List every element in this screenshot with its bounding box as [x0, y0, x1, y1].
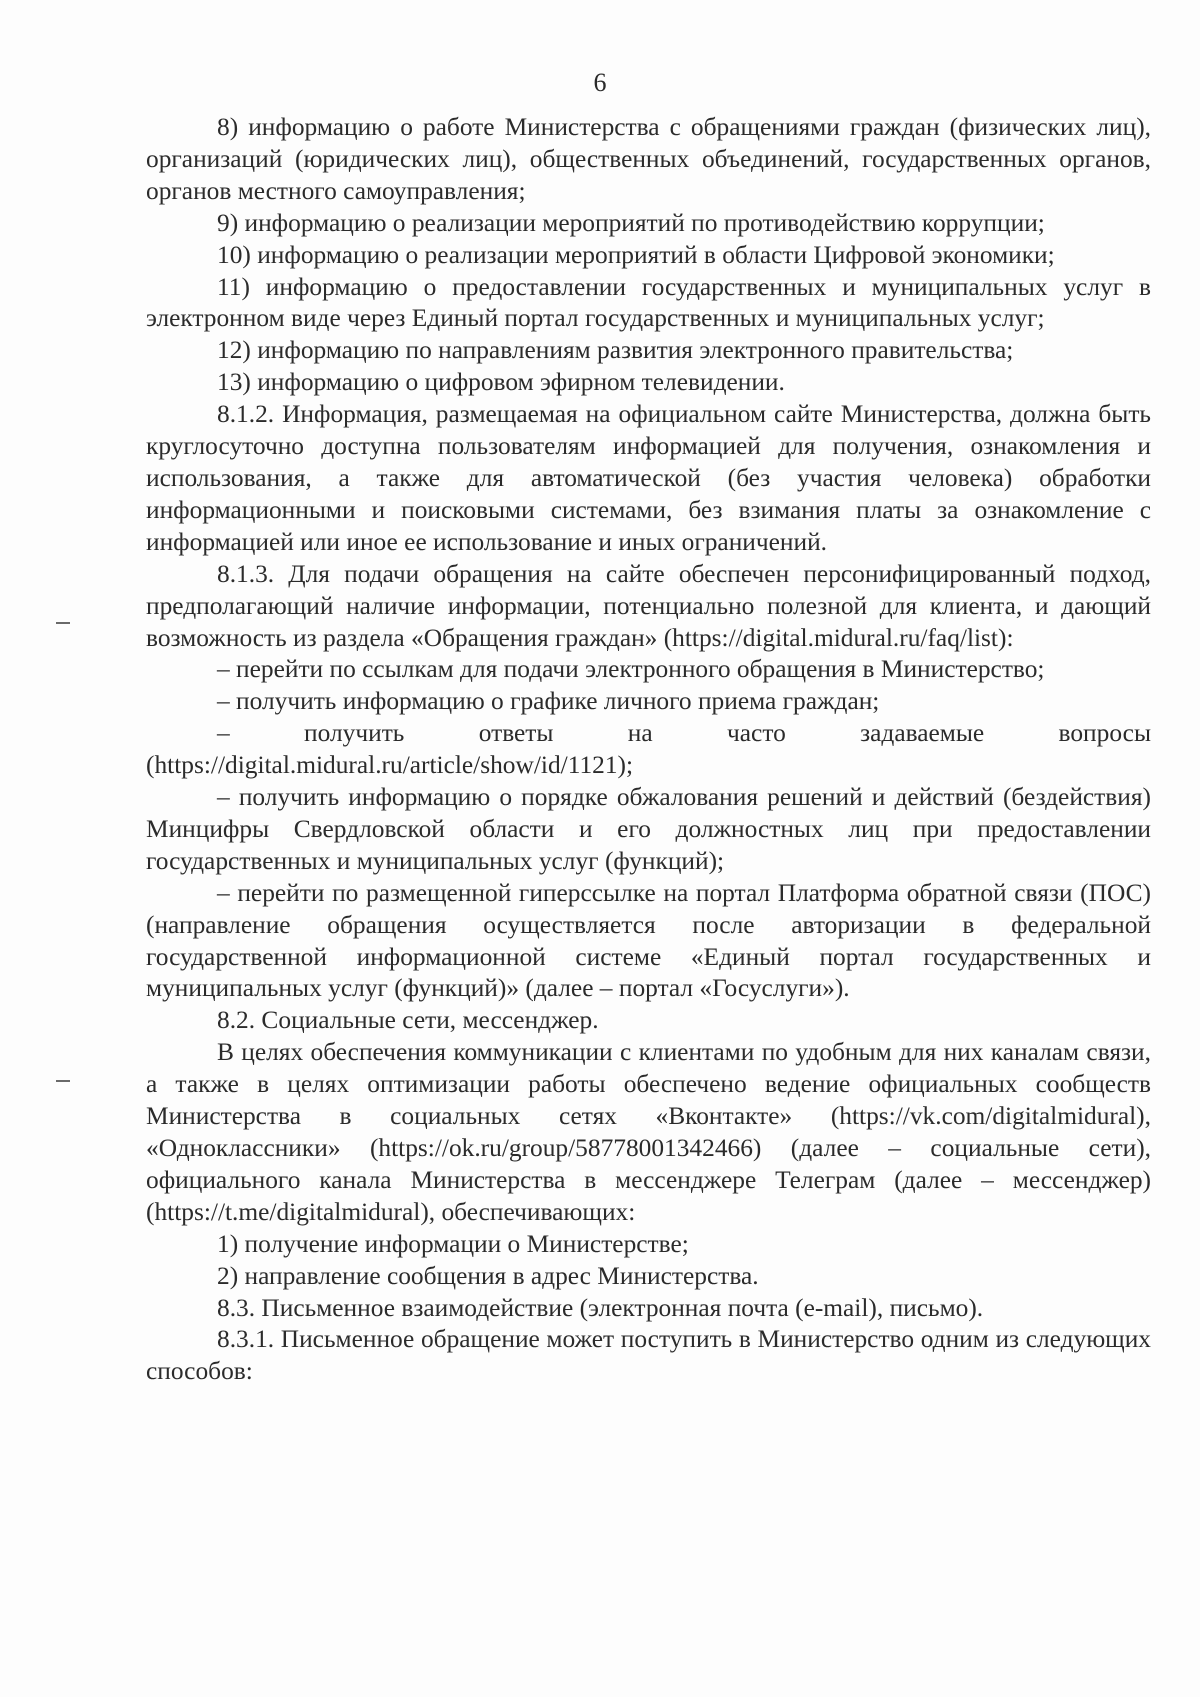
- paragraph-item-10: 10) информацию о реализации мероприятий в области Цифровой экономики;: [217, 240, 1055, 269]
- list-item-faq: – получить ответы на часто задаваемые вопросы (https://digital.midural.ru/article/show/id/1121);: [146, 719, 1151, 780]
- paragraph-8-3-1: 8.3.1. Письменное обращение может поступить в Министерство одним из следующих способов:: [146, 1325, 1151, 1386]
- list-item-send-message: 2) направление сообщения в адрес Министерства.: [217, 1261, 759, 1290]
- paragraph-item-12: 12) информацию по направлениям развития электронного правительства;: [217, 336, 1014, 365]
- list-item-appeal: – получить информацию о порядке обжалования решений и действий (бездействия) Минцифры Свердловской области и его должностных лиц при предоставлении государственных и муниципальных услуг (функций);: [146, 783, 1151, 875]
- paragraph-item-13: 13) информацию о цифровом эфирном телевидении.: [217, 368, 785, 397]
- document-body: [146, 112, 1151, 1388]
- list-item-links: – перейти по ссылкам для подачи электронного обращения в Министерство;: [217, 655, 1045, 684]
- list-item-schedule: – получить информацию о графике личного приема граждан;: [217, 687, 880, 716]
- scan-margin-mark: [56, 622, 70, 624]
- section-heading-8-3: 8.3. Письменное взаимодействие (электронная почта (e-mail), письмо).: [217, 1293, 984, 1322]
- section-heading-8-2: 8.2. Социальные сети, мессенджер.: [217, 1006, 599, 1035]
- page-number: 6: [593, 68, 607, 97]
- paragraph-item-9: 9) информацию о реализации мероприятий по противодействию коррупции;: [217, 208, 1045, 237]
- paragraph-item-8: 8) информацию о работе Министерства с обращениями граждан (физических лиц), организаций (юридических лиц), общественных объединений, государственных органов, органов местного самоуправления;: [146, 113, 1151, 205]
- paragraph-social-networks: В целях обеспечения коммуникации с клиентами по удобным для них каналам связи, а также в целях оптимизации работы обеспечено ведение официальных сообществ Министерства в социальных сетях «Вконтакте» (https://vk.com/digitalmidural), «Одноклассники» (https://ok.ru/group/58778001342466) (далее – социальные сети), официального канала Министерства в мессенджере Телеграм (далее – мессенджер) (https://t.me/digitalmidural), обеспечивающих:: [146, 1038, 1151, 1226]
- list-item-pos: – перейти по размещенной гиперссылке на портал Платформа обратной связи (ПОС) (направление обращения осуществляется после авторизации в федеральной государственной информационной системе «Единый портал государственных и муниципальных услуг (функций)» (далее – портал «Госуслуги»).: [146, 878, 1151, 1003]
- scan-margin-mark: [56, 1080, 70, 1082]
- list-item-receive-info: 1) получение информации о Министерстве;: [217, 1229, 689, 1258]
- paragraph-item-11: 11) информацию о предоставлении государственных и муниципальных услуг в электронном виде через Единый портал государственных и муниципальных услуг;: [146, 272, 1151, 333]
- paragraph-8-1-2: 8.1.2. Информация, размещаемая на официальном сайте Министерства, должна быть круглосуточно доступна пользователям информацией для получения, ознакомления и использования, а также для автоматической (без участия человека) обработки информационными и поисковыми системами, без взимания платы за ознакомление с информацией или иное ее использование и иных ограничений.: [146, 400, 1151, 556]
- paragraph-8-1-3: 8.1.3. Для подачи обращения на сайте обеспечен персонифицированный подход, предполагающий наличие информации, потенциально полезной для клиента, и дающий возможность из раздела «Обращения граждан» (https://digital.midural.ru/faq/list):: [146, 559, 1151, 652]
